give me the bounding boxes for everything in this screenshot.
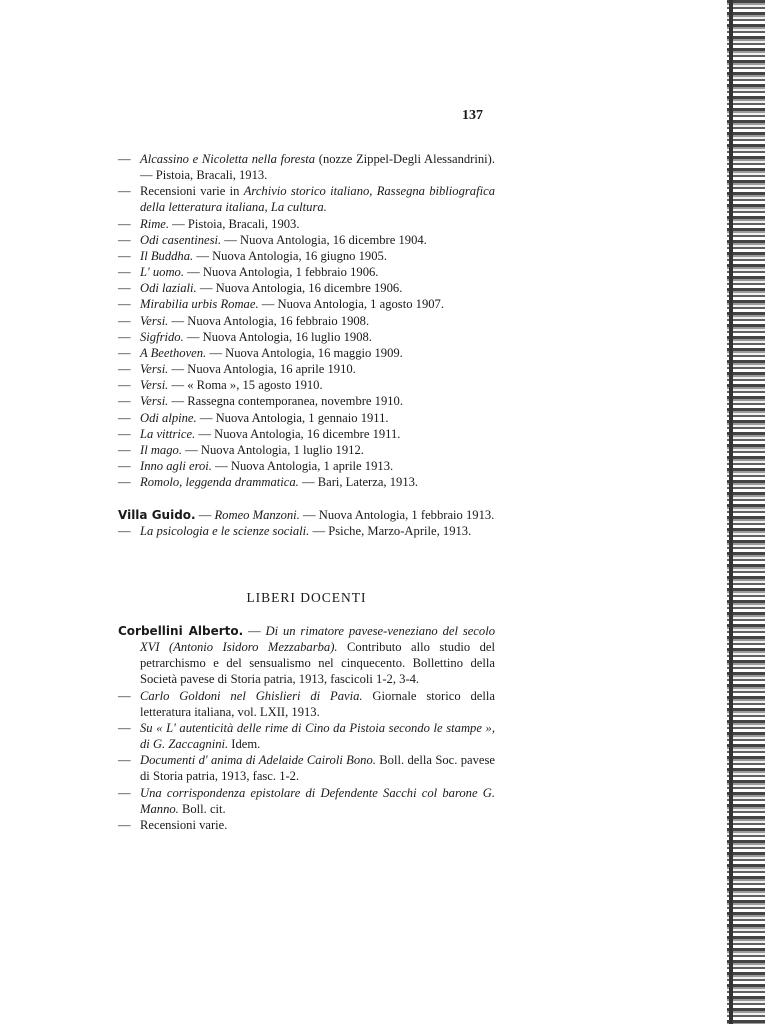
list-item [118, 216, 495, 232]
publication-info: Idem. [228, 737, 261, 752]
work-title: Odi casentinesi. [140, 232, 222, 247]
entry-corbellini-alberto [118, 623, 495, 833]
work-title: Su « L' autenticità delle rime di Cino da Pistoia secondo le stampe », di G. Zaccagnini. [140, 720, 495, 752]
dash: — [118, 817, 131, 832]
publication-info: Boll. della Soc. pavese di Storia patria, 1913, fasc. 1-2. [140, 753, 496, 784]
list-item [118, 785, 495, 817]
separator: — [195, 508, 215, 522]
work-title: Mirabilia urbis Romae. [140, 297, 259, 312]
list-item [118, 393, 495, 409]
work-title: La vittrice. [140, 426, 196, 441]
journal-titles: Archivio storico italiano, Rassegna bibliografica della letteratura italiana, La cultura. [140, 184, 495, 215]
list-item [118, 442, 495, 458]
dash: — [118, 329, 131, 344]
work-title: L' uomo. [140, 265, 184, 280]
work-title: La psicologia e le scienze sociali. [140, 524, 310, 539]
publication-info: — Nuova Antologia, 16 dicembre 1911. [195, 426, 401, 441]
work-title: Romeo Manzoni. [214, 508, 300, 522]
separator: — [243, 624, 266, 638]
publication-info: Contributo allo studio del petrarchismo e del sensualismo nel cinquecento. Bollettino della Società pavese di Storia patria, 1913, fascicoli 1-2, 3-4. [140, 640, 495, 687]
binding-shadow [729, 0, 733, 1024]
list-item [118, 296, 495, 312]
list-item [118, 377, 495, 393]
work-title: Versi. [140, 362, 169, 377]
work-title: Carlo Goldoni nel Ghislieri di Pavia. [140, 688, 363, 703]
publication-info: — Nuova Antologia, 16 dicembre 1904. [221, 232, 427, 247]
dash: — [118, 281, 131, 296]
dash: — [118, 785, 131, 800]
publication-info: — Nuova Antologia, 16 febbraio 1908. [168, 313, 370, 328]
work-title: Odi alpine. [140, 410, 197, 425]
dash: — [118, 313, 131, 328]
list-item [118, 720, 495, 752]
list-item [118, 151, 495, 183]
list-item [118, 688, 495, 720]
dash: — [118, 184, 131, 199]
work-title: Alcassino e Nicoletta nella foresta [140, 152, 316, 166]
publication-info: — Nuova Antologia, 1 aprile 1913. [211, 458, 394, 473]
publication-info: — Psiche, Marzo-Aprile, 1913. [309, 524, 472, 539]
dash: — [118, 475, 131, 490]
dash: — [118, 426, 131, 441]
page-number: 137 [462, 108, 483, 123]
publication-info: — Nuova Antologia, 16 giugno 1905. [193, 248, 387, 263]
list-item [118, 232, 495, 248]
work-title: Versi. [140, 378, 169, 393]
dash: — [118, 152, 131, 166]
publication-info: Boll. cit. [178, 801, 226, 816]
dash: — [118, 753, 131, 768]
entry-villa-guido [118, 507, 495, 539]
list-item [118, 248, 495, 264]
list-item [118, 817, 495, 833]
publication-info: — Nuova Antologia, 1 luglio 1912. [181, 442, 364, 457]
publication-info: — Nuova Antologia, 16 maggio 1909. [206, 345, 403, 360]
list-item [118, 264, 495, 280]
publication-info: Recensioni varie in [140, 184, 244, 199]
publication-info: — Nuova Antologia, 1 febbraio 1906. [183, 265, 379, 280]
dash: — [118, 297, 131, 312]
dash: — [118, 378, 131, 393]
author-name: Villa Guido. [118, 508, 196, 522]
section-heading: LIBERI DOCENTI [246, 590, 367, 605]
work-title: Rime. [140, 216, 170, 231]
work-title: Il Buddha. [140, 248, 194, 263]
dash: — [118, 345, 131, 360]
publication-info: — Rassegna contemporanea, novembre 1910. [168, 394, 404, 409]
work-title: Versi. [140, 313, 169, 328]
publication-info: — Nuova Antologia, 16 dicembre 1906. [196, 281, 403, 296]
dash: — [118, 524, 131, 539]
dash: — [118, 265, 131, 280]
dash: — [118, 232, 131, 247]
work-title: Il mago. [140, 442, 182, 457]
work-title: A Beethoven. [140, 345, 207, 360]
list-item [118, 752, 495, 784]
list-item [118, 361, 495, 377]
work-title: Sigfrido. [140, 329, 184, 344]
publication-info: — « Roma », 15 agosto 1910. [168, 378, 323, 393]
dash: — [118, 362, 131, 377]
list-item [118, 426, 495, 442]
dash: — [118, 688, 131, 703]
dash: — [118, 248, 131, 263]
work-title: Inno agli eroi. [140, 458, 212, 473]
list-item [118, 458, 495, 474]
publication-info: Recensioni varie. [140, 817, 228, 832]
list-item [118, 280, 495, 296]
publication-info: — Pistoia, Bracali, 1903. [169, 216, 300, 231]
work-title: Una corrispondenza epistolare di Defendente Sacchi col barone G. Manno. [140, 785, 495, 816]
work-title: Di un rimatore pavese-veneziano del secolo XVI (Antonio Isidoro Mezzabarba). [140, 624, 495, 655]
work-title: Documenti d' anima di Adelaide Cairoli Bono. [140, 753, 376, 768]
publication-info: Giornale storico della letteratura italiana, vol. LXII, 1913. [140, 688, 495, 719]
dash: — [118, 458, 131, 473]
publication-info: — Nuova Antologia, 1 febbraio 1913. [299, 508, 495, 522]
work-title: Versi. [140, 394, 169, 409]
list-item [118, 313, 495, 329]
dash: — [118, 394, 131, 409]
list-item [118, 183, 495, 215]
publication-info: — Nuova Antologia, 1 agosto 1907. [258, 297, 444, 312]
publication-info: — Nuova Antologia, 1 gennaio 1911. [196, 410, 389, 425]
publication-info: — Nuova Antologia, 16 aprile 1910. [168, 362, 356, 377]
dash: — [118, 720, 131, 735]
publication-info: — Bari, Laterza, 1913. [298, 475, 419, 490]
bibliography-list [118, 151, 495, 490]
publication-info: (nozze Zippel-Degli Alessandrini). — Pistoia, Bracali, 1913. [140, 152, 495, 183]
work-title: Romolo, leggenda drammatica. [140, 475, 299, 490]
work-title: Odi laziali. [140, 281, 197, 296]
author-name: Corbellini Alberto. [118, 624, 244, 638]
dash: — [118, 442, 131, 457]
dash: — [118, 410, 131, 425]
list-item [118, 329, 495, 345]
list-item [118, 474, 495, 490]
list-item [118, 410, 495, 426]
publication-info: — Nuova Antologia, 16 luglio 1908. [183, 329, 372, 344]
list-item [118, 345, 495, 361]
dash: — [118, 216, 131, 231]
